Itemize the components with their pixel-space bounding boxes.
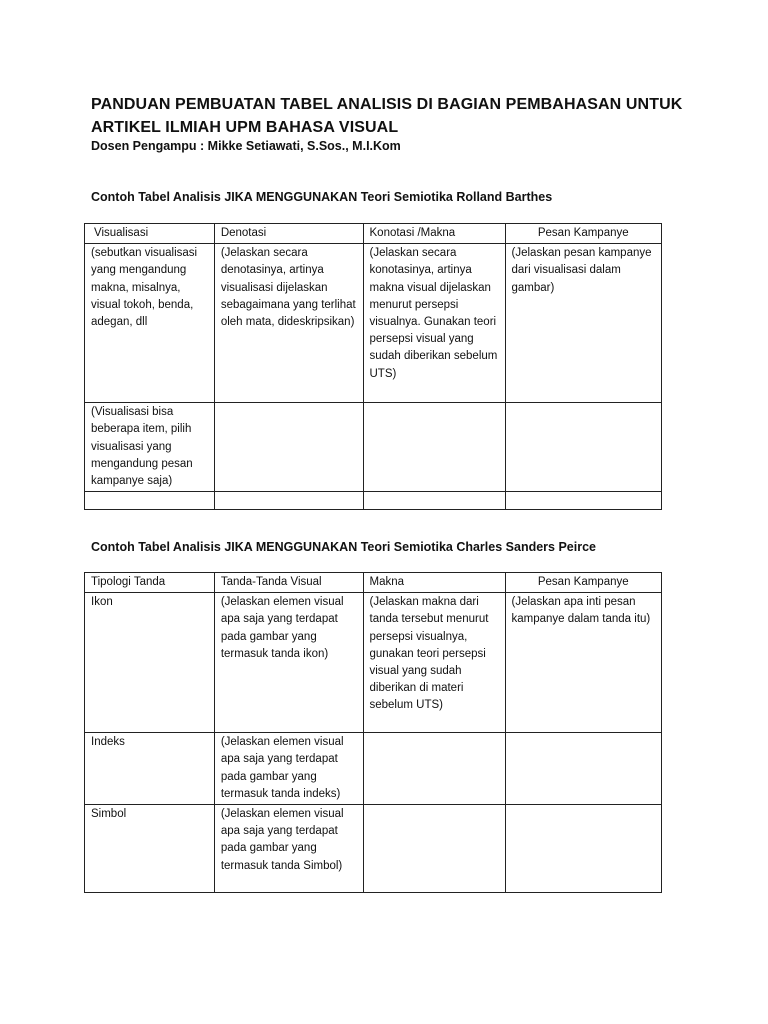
table-row: [85, 593, 662, 733]
table-row: [85, 492, 662, 510]
table-cell: (Jelaskan makna dari tanda tersebut menurut persepsi visualnya, gunakan teori persepsi visual yang sudah diberikan di materi sebelum UTS): [363, 593, 505, 733]
peirce-analysis-table: [84, 572, 662, 893]
lecturer-line: Dosen Pengampu : Mikke Setiawati, S.Sos., M.I.Kom: [91, 139, 401, 153]
header-pesan-kampanye: Pesan Kampanye: [505, 573, 661, 593]
barthes-section-title: Contoh Tabel Analisis JIKA MENGGUNAKAN Teori Semiotika Rolland Barthes: [91, 190, 553, 204]
table-cell: [214, 492, 363, 510]
header-konotasi: Konotasi /Makna: [363, 224, 505, 244]
header-tipologi-tanda: Tipologi Tanda: [85, 573, 215, 593]
table-row: [85, 733, 662, 805]
table-cell: [505, 733, 661, 805]
table-row: [85, 403, 662, 492]
table-cell: [214, 403, 363, 492]
table-cell: [505, 492, 661, 510]
table-cell: (Jelaskan apa inti pesan kampanye dalam tanda itu): [505, 593, 661, 733]
document-title-line-2: ARTIKEL ILMIAH UPM BAHASA VISUAL: [91, 119, 399, 136]
table-cell: [363, 403, 505, 492]
table-cell: Ikon: [85, 593, 215, 733]
header-pesan-kampanye: Pesan Kampanye: [505, 224, 661, 244]
table-header-row: [85, 573, 662, 593]
table-cell: (Jelaskan elemen visual apa saja yang terdapat pada gambar yang termasuk tanda indeks): [214, 733, 363, 805]
table-cell: (Jelaskan secara denotasinya, artinya visualisasi dijelaskan sebagaimana yang terlihat oleh mata, dideskripsikan): [214, 244, 363, 403]
table-row: [85, 244, 662, 403]
document-title-line-1: PANDUAN PEMBUATAN TABEL ANALISIS DI BAGIAN PEMBAHASAN UNTUK: [91, 96, 683, 113]
document-title: [91, 93, 691, 139]
table-cell: (Visualisasi bisa beberapa item, pilih visualisasi yang mengandung pesan kampanye saja): [85, 403, 215, 492]
table-cell: [363, 733, 505, 805]
table-cell: [85, 492, 215, 510]
table-header-row: [85, 224, 662, 244]
table-cell: [505, 403, 661, 492]
header-visualisasi: Visualisasi: [85, 224, 215, 244]
table-cell: (Jelaskan pesan kampanye dari visualisasi dalam gambar): [505, 244, 661, 403]
table-cell: (Jelaskan elemen visual apa saja yang terdapat pada gambar yang termasuk tanda Simbol): [214, 805, 363, 893]
table-row: [85, 805, 662, 893]
table-cell: (Jelaskan elemen visual apa saja yang terdapat pada gambar yang termasuk tanda ikon): [214, 593, 363, 733]
barthes-analysis-table: [84, 223, 662, 510]
table-cell: Indeks: [85, 733, 215, 805]
table-cell: (sebutkan visualisasi yang mengandung makna, misalnya, visual tokoh, benda, adegan, dll: [85, 244, 215, 403]
table-cell: [363, 492, 505, 510]
table-cell: Simbol: [85, 805, 215, 893]
table-cell: [505, 805, 661, 893]
peirce-section-title: Contoh Tabel Analisis JIKA MENGGUNAKAN Teori Semiotika Charles Sanders Peirce: [91, 540, 596, 554]
header-makna: Makna: [363, 573, 505, 593]
table-cell: [363, 805, 505, 893]
header-denotasi: Denotasi: [214, 224, 363, 244]
table-cell: (Jelaskan secara konotasinya, artinya makna visual dijelaskan menurut persepsi visualnya. Gunakan teori persepsi visual yang sudah diberikan sebelum UTS): [363, 244, 505, 403]
header-tanda-tanda-visual: Tanda-Tanda Visual: [214, 573, 363, 593]
